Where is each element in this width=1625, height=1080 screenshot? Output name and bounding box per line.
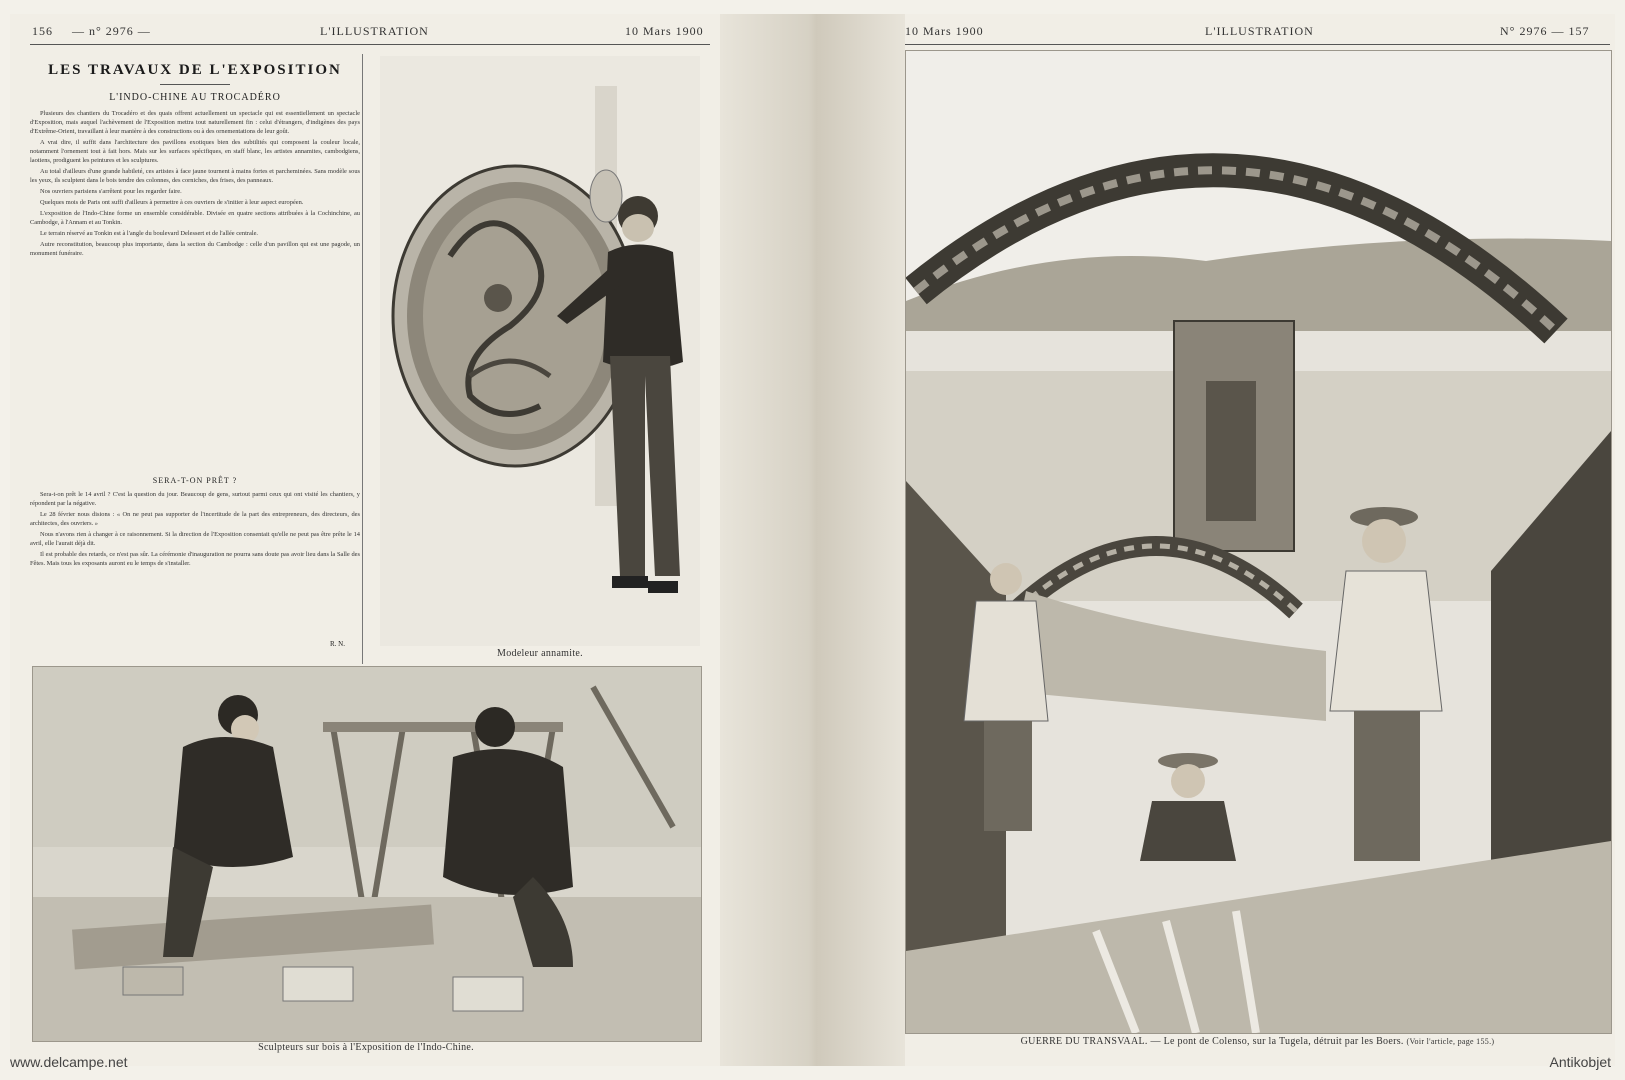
right-page xyxy=(905,14,1615,1066)
caption-transvaal-text: GUERRE DU TRANSVAAL. — Le pont de Colenso, sur la Tugela, détruit par les Boers. xyxy=(1020,1036,1404,1047)
article-paragraph: Quelques mois de Paris ont suffi d'ailleurs à permettre à ces ouvriers de s'initier à leur aspect européen. xyxy=(40,199,304,206)
watermark-delcampe: www.delcampe.net xyxy=(10,1054,128,1070)
watermark-antikobjet: Antikobjet xyxy=(1549,1054,1611,1070)
caption-transvaal xyxy=(905,1036,1610,1047)
caption-transvaal-ref: (Voir l'article, page 155.) xyxy=(1406,1037,1495,1046)
caption-modeleur: Modeleur annamite. xyxy=(497,648,583,659)
header-rule-right xyxy=(905,44,1610,45)
article-paragraph: Nos ouvriers parisiens s'arrêtent pour les regarder faire. xyxy=(40,188,182,195)
left-page xyxy=(10,14,720,1066)
article-paragraph: Il est probable des retards, ce n'est pas sûr. La cérémonie d'inauguration ne pourra sans doute pas avoir lieu dans la Salle des Fêtes. Mais tous les exposants auront eu le temps de s'installer. xyxy=(30,551,360,567)
article-paragraph: Nous n'avons rien à changer à ce raisonnement. Si la direction de l'Exposition consentait qu'elle ne peut pas être prête le 14 avril, elle l'aurait déjà dit. xyxy=(30,531,360,547)
left-date: 10 Mars 1900 xyxy=(625,24,704,38)
colenso-bridge-engraving xyxy=(906,51,1611,1033)
left-masthead: L'ILLUSTRATION xyxy=(320,24,429,38)
article-signature: R. N. xyxy=(330,640,345,648)
section-title-pret: SERA-T-ON PRÊT ? xyxy=(152,476,238,485)
article-column-1 xyxy=(30,109,360,475)
illustration-modeleur-annamite xyxy=(380,56,700,646)
left-issue-number: — n° 2976 — xyxy=(72,24,151,38)
article-paragraph: A vrai dire, il suffit dans l'architecture des pavillons exotiques bien des subtilités qui composent la couleur locale, notamment l'ornement tout à fait hors. Mais sur les surfaces spécifiques, en staff blanc, les artistes annamites, cambodgiens, laotiens, prodiguent les peintures et les sculptures. xyxy=(30,139,360,164)
article-paragraph: Autre reconstitution, beaucoup plus importante, dans la section du Cambodge : celle d'un pavillon qui est une pagode, un monument funéraire. xyxy=(30,241,360,257)
article-paragraph: Au total d'ailleurs d'une grande habileté, ces artistes à face jaune tournent à mains fortes et parcheminées. Sans modèle sous les yeux, ils sculptent dans le bois tendre des colonnes, des corniches, des frises, des panneaux. xyxy=(30,168,360,184)
article-paragraph: Plusieurs des chantiers du Trocadéro et des quais offrent actuellement un spectacle qui est essentiellement un spectacle d'Exposition, mais auquel l'achèvement de l'Exposition mettra tout naturellement fin : celui d'étrangers, d'indigènes des pays d'Extrême-Orient, travaillant à leur manière à des constructions ou à des ornementations de leur goût. xyxy=(30,110,360,135)
sculpteurs-engraving xyxy=(33,667,701,1041)
article-column-2 xyxy=(30,490,360,640)
column-divider xyxy=(362,54,363,664)
section-title-indochine: L'INDO-CHINE AU TROCADÉRO xyxy=(109,92,281,103)
left-page-number: 156 xyxy=(32,24,53,38)
article-paragraph: L'exposition de l'Indo-Chine forme un ensemble considérable. Divisée en quatre sections attribuées à la Cochinchine, au Cambodge, à l'Annam et au Tonkin. xyxy=(30,210,360,226)
right-date: 10 Mars 1900 xyxy=(905,24,984,38)
article-title: LES TRAVAUX DE L'EXPOSITION xyxy=(48,62,342,78)
title-rule xyxy=(160,84,230,85)
article-paragraph: Le 28 février nous disions : « On ne peut pas supporter de l'incertitude de la part des entrepreneurs, des directeurs, des architectes, des ouvriers. » xyxy=(30,511,360,527)
caption-sculpteurs: Sculpteurs sur bois à l'Exposition de l'Indo-Chine. xyxy=(258,1042,474,1053)
article-paragraph: Sera-t-on prêt le 14 avril ? C'est la question du jour. Beaucoup de gens, surtout parmi ceux qui ont visité les chantiers, y répondent par la négative. xyxy=(30,491,360,507)
right-masthead: L'ILLUSTRATION xyxy=(1205,24,1314,38)
page-gutter xyxy=(720,14,905,1066)
article-paragraph: Le terrain réservé au Tonkin est à l'angle du boulevard Delessert et de l'allée centrale. xyxy=(40,230,259,237)
illustration-sculpteurs xyxy=(32,666,702,1042)
modeleur-engraving xyxy=(380,56,700,646)
right-page-number: N° 2976 — 157 xyxy=(1500,24,1590,38)
illustration-pont-colenso xyxy=(905,50,1612,1034)
header-rule xyxy=(30,44,710,45)
